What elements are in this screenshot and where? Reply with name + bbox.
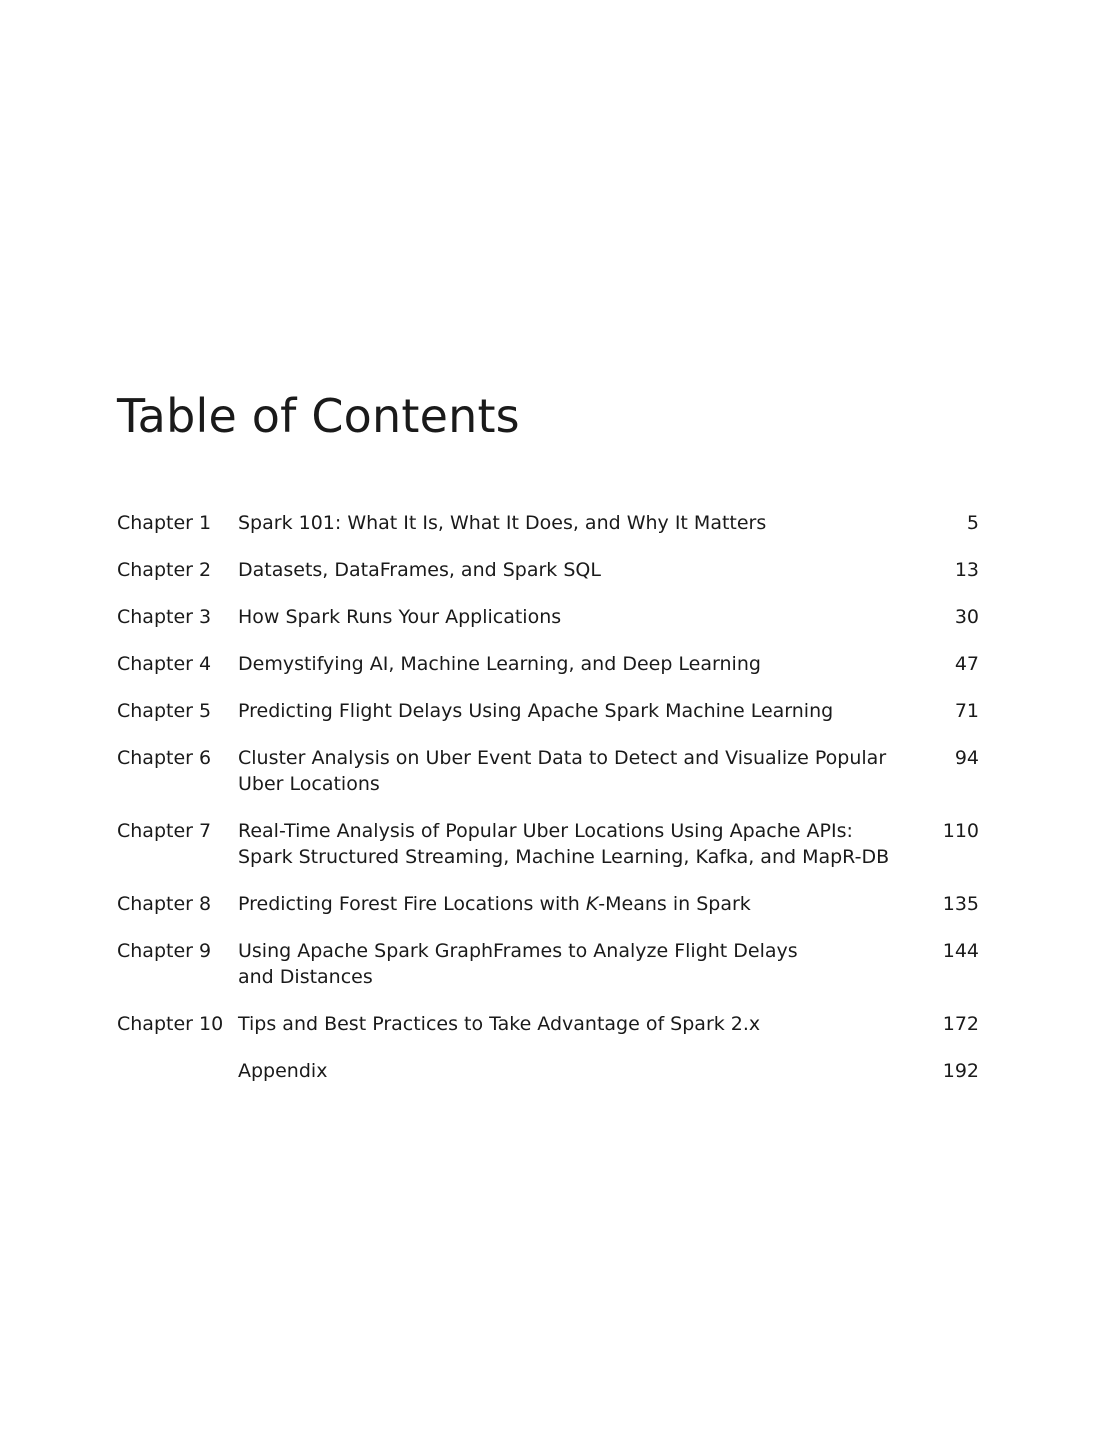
page-number: 47 bbox=[954, 653, 979, 675]
page-number: 192 bbox=[942, 1060, 979, 1082]
chapter-label: Chapter 9 bbox=[117, 940, 212, 962]
toc-entry-chapter-5 bbox=[117, 698, 979, 724]
toc-entry-chapter-3 bbox=[117, 604, 979, 630]
chapter-label: Chapter 7 bbox=[117, 820, 212, 842]
chapter-title-line: Real-Time Analysis of Popular Uber Locations Using Apache APIs: bbox=[238, 820, 853, 842]
chapter-title-line: Tips and Best Practices to Take Advantage of Spark 2.x bbox=[238, 1013, 761, 1035]
chapter-title bbox=[238, 1011, 919, 1037]
chapter-title-line: Demystifying AI, Machine Learning, and Deep Learning bbox=[238, 653, 761, 675]
chapter-title bbox=[238, 938, 919, 990]
toc-entry-chapter-1 bbox=[117, 510, 979, 536]
chapter-title-line: Cluster Analysis on Uber Event Data to Detect and Visualize Popular bbox=[238, 747, 887, 769]
toc-entry-chapter-9 bbox=[117, 938, 979, 990]
chapter-title bbox=[238, 604, 919, 630]
chapter-title-line: Using Apache Spark GraphFrames to Analyze Flight Delays bbox=[238, 940, 798, 962]
chapter-title bbox=[238, 698, 919, 724]
chapter-title-line bbox=[238, 891, 899, 917]
chapter-label: Chapter 3 bbox=[117, 606, 212, 628]
toc-entry-chapter-8 bbox=[117, 891, 979, 917]
chapter-title bbox=[238, 745, 919, 797]
page-number: 30 bbox=[954, 606, 979, 628]
chapter-title bbox=[238, 818, 919, 870]
chapter-title bbox=[238, 510, 919, 536]
toc-entry-chapter-7 bbox=[117, 818, 979, 870]
page-number: 110 bbox=[942, 820, 979, 842]
chapter-label: Chapter 6 bbox=[117, 747, 212, 769]
toc-entry-chapter-4 bbox=[117, 651, 979, 677]
chapter-title-line: and Distances bbox=[238, 966, 373, 988]
page-number: 5 bbox=[966, 512, 979, 534]
toc-entry-chapter-10 bbox=[117, 1011, 979, 1037]
chapter-title bbox=[238, 1058, 919, 1084]
page-number: 94 bbox=[954, 747, 979, 769]
chapter-label: Chapter 4 bbox=[117, 653, 212, 675]
chapter-label: Chapter 10 bbox=[117, 1013, 224, 1035]
chapter-title bbox=[238, 557, 919, 583]
chapter-title-line: Uber Locations bbox=[238, 773, 380, 795]
chapter-title-line: Spark Structured Streaming, Machine Learning, Kafka, and MapR-DB bbox=[238, 846, 890, 868]
chapter-label: Chapter 8 bbox=[117, 893, 212, 915]
page-number: 172 bbox=[942, 1013, 979, 1035]
toc-list bbox=[117, 510, 979, 1105]
page-number: 135 bbox=[942, 893, 979, 915]
chapter-title-line: Appendix bbox=[238, 1060, 328, 1082]
chapter-title-line: Datasets, DataFrames, and Spark SQL bbox=[238, 559, 601, 581]
page-title: Table of Contents bbox=[117, 389, 520, 443]
chapter-title-line: Spark 101: What It Is, What It Does, and Why It Matters bbox=[238, 512, 767, 534]
chapter-title-line: How Spark Runs Your Applications bbox=[238, 606, 562, 628]
toc-entry-appendix bbox=[117, 1058, 979, 1084]
chapter-title-line: Predicting Flight Delays Using Apache Spark Machine Learning bbox=[238, 700, 834, 722]
chapter-title-part: Predicting Forest Fire Locations with bbox=[238, 893, 586, 915]
chapter-title bbox=[238, 891, 919, 917]
chapter-label: Chapter 5 bbox=[117, 700, 212, 722]
page-number: 71 bbox=[954, 700, 979, 722]
chapter-label: Chapter 2 bbox=[117, 559, 212, 581]
chapter-title-italic-part: K bbox=[585, 893, 599, 915]
chapter-label: Chapter 1 bbox=[117, 512, 212, 534]
chapter-title-part: -Means in Spark bbox=[598, 893, 751, 915]
chapter-title bbox=[238, 651, 919, 677]
toc-entry-chapter-6 bbox=[117, 745, 979, 797]
page-number: 144 bbox=[942, 940, 979, 962]
toc-entry-chapter-2 bbox=[117, 557, 979, 583]
page-number: 13 bbox=[954, 559, 979, 581]
